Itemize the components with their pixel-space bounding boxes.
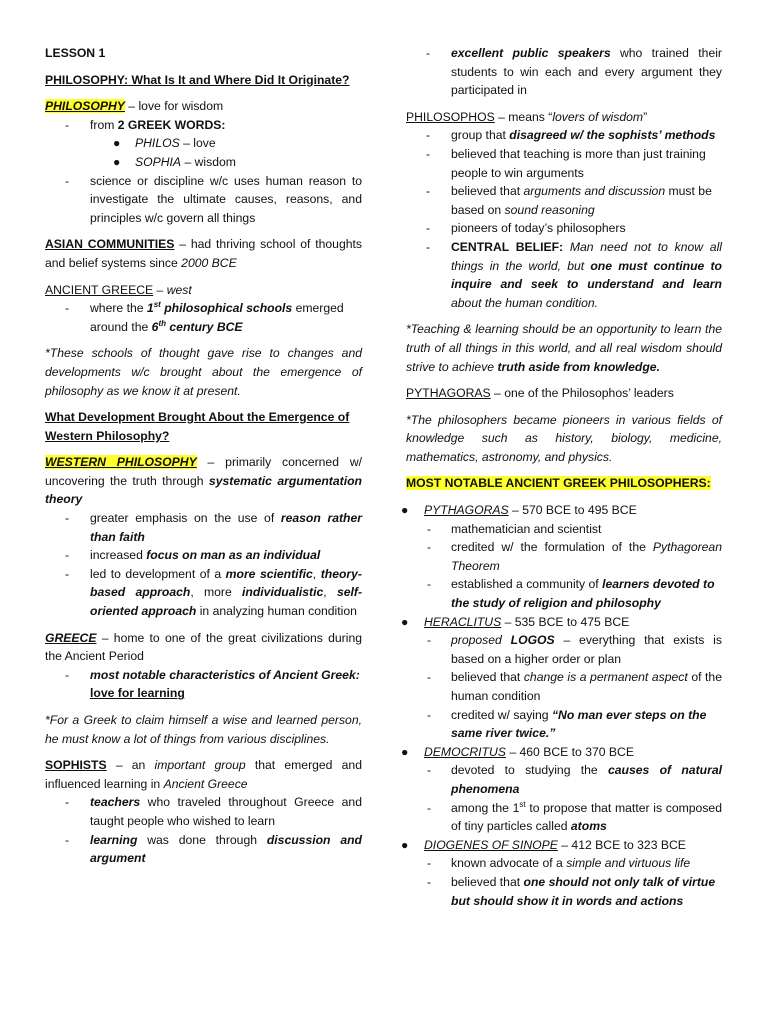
- bullet-icon: ●: [401, 614, 409, 629]
- list-item: - among the 1st to propose that matter is composed of tiny particles called atoms: [427, 799, 722, 834]
- dash-marker: -: [427, 763, 432, 778]
- greece-section: GREECE – home to one of the great civilizations during the Ancient Period - most notable characteristics of Ancient Greek: love for learning: [45, 629, 362, 703]
- dash-marker: -: [65, 566, 70, 581]
- dash-marker: -: [65, 667, 70, 682]
- philosopher-democritus: ● DEMOCRITUS – 460 BCE to 370 BCE - devoted to studying the causes of natural phenomena - among the 1st to propose that matter is composed of tiny particles called atoms: [406, 743, 722, 836]
- dash-marker: -: [426, 184, 431, 199]
- list-item: - increased focus on man as an individual: [45, 546, 362, 565]
- list-item: - where the 1st philosophical schools emerged around the 6th century BCE: [65, 300, 344, 334]
- dash-marker: -: [426, 239, 431, 254]
- dash-marker: -: [65, 301, 70, 316]
- notable-heading: MOST NOTABLE ANCIENT GREEK PHILOSOPHERS:: [406, 476, 711, 491]
- list-item: - pioneers of today’s philosophers: [406, 219, 722, 238]
- philosopher-diogenes: ● DIOGENES OF SINOPE – 412 BCE to 323 BCE - known advocate of a simple and virtuous life - believed that one should not only talk of virtue but should show it in words and actions: [406, 836, 722, 910]
- philosophy-term: PHILOSOPHY: [45, 99, 125, 114]
- sophists-section: SOPHISTS – an important group that emerged and influenced learning in Ancient Greece - teachers who traveled throughout Greece and taught people who wished to learn - learning was done through discussion and argument: [45, 756, 362, 868]
- list-item: - teachers who traveled throughout Greece and taught people who wished to learn: [65, 795, 362, 828]
- list-item: - known advocate of a simple and virtuous life: [406, 854, 722, 873]
- list-item: ● SOPHIA – wisdom: [45, 153, 362, 172]
- dash-marker: -: [426, 221, 431, 236]
- philosophos-section: PHILOSOPHOS – means “lovers of wisdom” - group that disagreed w/ the sophists’ methods - believed that teaching is more than just training people to win arguments - believed that arguments and discussion must be based on sound reasoning - pioneers of today’s philosophers - CENTRAL BELIEF: Man need not to know all things in the world, but one must continue to inquire and seek to understand and learn about the human condition.: [406, 108, 722, 313]
- list-item: - from 2 GREEK WORDS:: [45, 116, 362, 135]
- philosophy-section: PHILOSOPHY – love for wisdom - from 2 GREEK WORDS: ● PHILOS – love ● SOPHIA – wisdom - science or discipline w/c uses human reason to investigate the ultimate causes, reasons, and principles w/c govern all things: [45, 97, 362, 227]
- dash-marker: -: [65, 832, 70, 847]
- list-item: - established a community of learners devoted to the study of religion and philosophy: [427, 577, 715, 611]
- dash-marker: -: [427, 800, 432, 815]
- dash-marker: -: [426, 146, 431, 161]
- bullet-icon: ●: [113, 154, 121, 169]
- list-item: - greater emphasis on the use of reason rather than faith: [65, 511, 362, 544]
- note-pioneers: *The philosophers became pioneers in various fields of knowledge such as history, biology, medicine, mathematics, astronomy, and physics.: [406, 412, 722, 464]
- dash-marker: -: [427, 856, 432, 871]
- bullet-icon: ●: [401, 837, 409, 852]
- list-item: - believed that teaching is more than just training people to win arguments: [426, 146, 706, 180]
- list-item: - believed that arguments and discussion must be based on sound reasoning: [426, 184, 712, 217]
- left-column: [45, 44, 362, 868]
- dash-marker: -: [427, 874, 432, 889]
- ancient-greece-section: ANCIENT GREECE – west - where the 1st philosophical schools emerged around the 6th century BCE: [45, 281, 362, 337]
- asian-communities: ASIAN COMMUNITIES – had thriving school of thoughts and belief systems since 2000 BCE: [45, 237, 362, 270]
- list-item: - learning was done through discussion and argument: [65, 832, 363, 866]
- dash-marker: -: [65, 173, 70, 188]
- list-item: - proposed LOGOS – everything that exists is based on a higher order or plan: [427, 633, 722, 666]
- note-schools: *These schools of thought gave rise to changes and developments w/c brought about the emergence of philosophy as we know it at present.: [45, 346, 362, 398]
- bullet-icon: ●: [401, 503, 409, 518]
- section-question: What Development Brought About the Emergence of Western Philosophy?: [45, 410, 350, 443]
- dash-marker: -: [427, 670, 432, 685]
- list-item: - believed that one should not only talk of virtue but should show it in words and actions: [427, 874, 716, 908]
- dash-marker: -: [427, 577, 432, 592]
- list-item: - CENTRAL BELIEF: Man need not to know all things in the world, but one must continue to inquire and seek to understand and learn about the human condition.: [426, 239, 722, 310]
- page-title: PHILOSOPHY: What Is It and Where Did It Originate?: [45, 72, 350, 87]
- dash-marker: -: [65, 117, 70, 132]
- right-column: [401, 44, 722, 910]
- philosopher-heraclitus: ● HERACLITUS – 535 BCE to 475 BCE - proposed LOGOS – everything that exists is based on a higher order or plan - believed that change is a permanent aspect of the human condition - credited w/ saying “No man ever steps on the same river twice.”: [406, 613, 722, 743]
- dash-marker: -: [65, 511, 70, 526]
- western-philosophy-section: WESTERN PHILOSOPHY – primarily concerned w/ uncovering the truth through systematic argumentation theory - greater emphasis on the use of reason rather than faith - increased focus on man as an individual - led to development of a more scientific, theory-based approach, more individualistic, self-oriented approach in analyzing human condition: [45, 453, 362, 620]
- list-item: - credited w/ the formulation of the Pythagorean Theorem: [427, 540, 722, 573]
- philosopher-pythagoras: ● PYTHAGORAS – 570 BCE to 495 BCE - mathematician and scientist - credited w/ the formulation of the Pythagorean Theorem - established a community of learners devoted to the study of religion and philosophy: [406, 501, 722, 613]
- list-item: - mathematician and scientist: [406, 520, 722, 539]
- list-item: - believed that change is a permanent aspect of the human condition: [427, 670, 722, 703]
- lesson-label: LESSON 1: [45, 46, 106, 60]
- list-item: - excellent public speakers who trained their students to win each and every argument they participated in: [426, 46, 722, 98]
- pythagoras-leader: PYTHAGORAS – one of the Philosophos’ leaders: [406, 386, 674, 401]
- list-item: ● PHILOS – love: [45, 134, 362, 153]
- dash-marker: -: [65, 795, 70, 810]
- bullet-icon: ●: [113, 136, 121, 151]
- list-item: - most notable characteristics of Ancient Greek: love for learning: [65, 667, 360, 701]
- dash-marker: -: [427, 540, 432, 555]
- list-item: - credited w/ saying “No man ever steps on the same river twice.”: [427, 707, 707, 741]
- dash-marker: -: [427, 521, 432, 536]
- list-item: - led to development of a more scientific, theory-based approach, more individualistic, self-oriented approach in analyzing human condition: [65, 566, 362, 619]
- note-teaching: *Teaching & learning should be an opportunity to learn the truth of all things in this world, and all real wisdom should strive to achieve truth aside from knowledge.: [406, 322, 722, 374]
- list-item: - science or discipline w/c uses human reason to investigate the ultimate causes, reasons, and principles w/c govern all things: [65, 173, 362, 225]
- note-greek-learning: *For a Greek to claim himself a wise and learned person, he must know a lot of things from various disciplines.: [45, 713, 362, 746]
- dash-marker: -: [65, 548, 70, 563]
- list-item: - group that disagreed w/ the sophists’ methods: [406, 126, 722, 145]
- dash-marker: -: [427, 707, 432, 722]
- list-item: - devoted to studying the causes of natural phenomena: [427, 763, 722, 796]
- dash-marker: -: [427, 633, 432, 648]
- bullet-icon: ●: [401, 744, 409, 759]
- dash-marker: -: [426, 128, 431, 143]
- dash-marker: -: [426, 46, 431, 60]
